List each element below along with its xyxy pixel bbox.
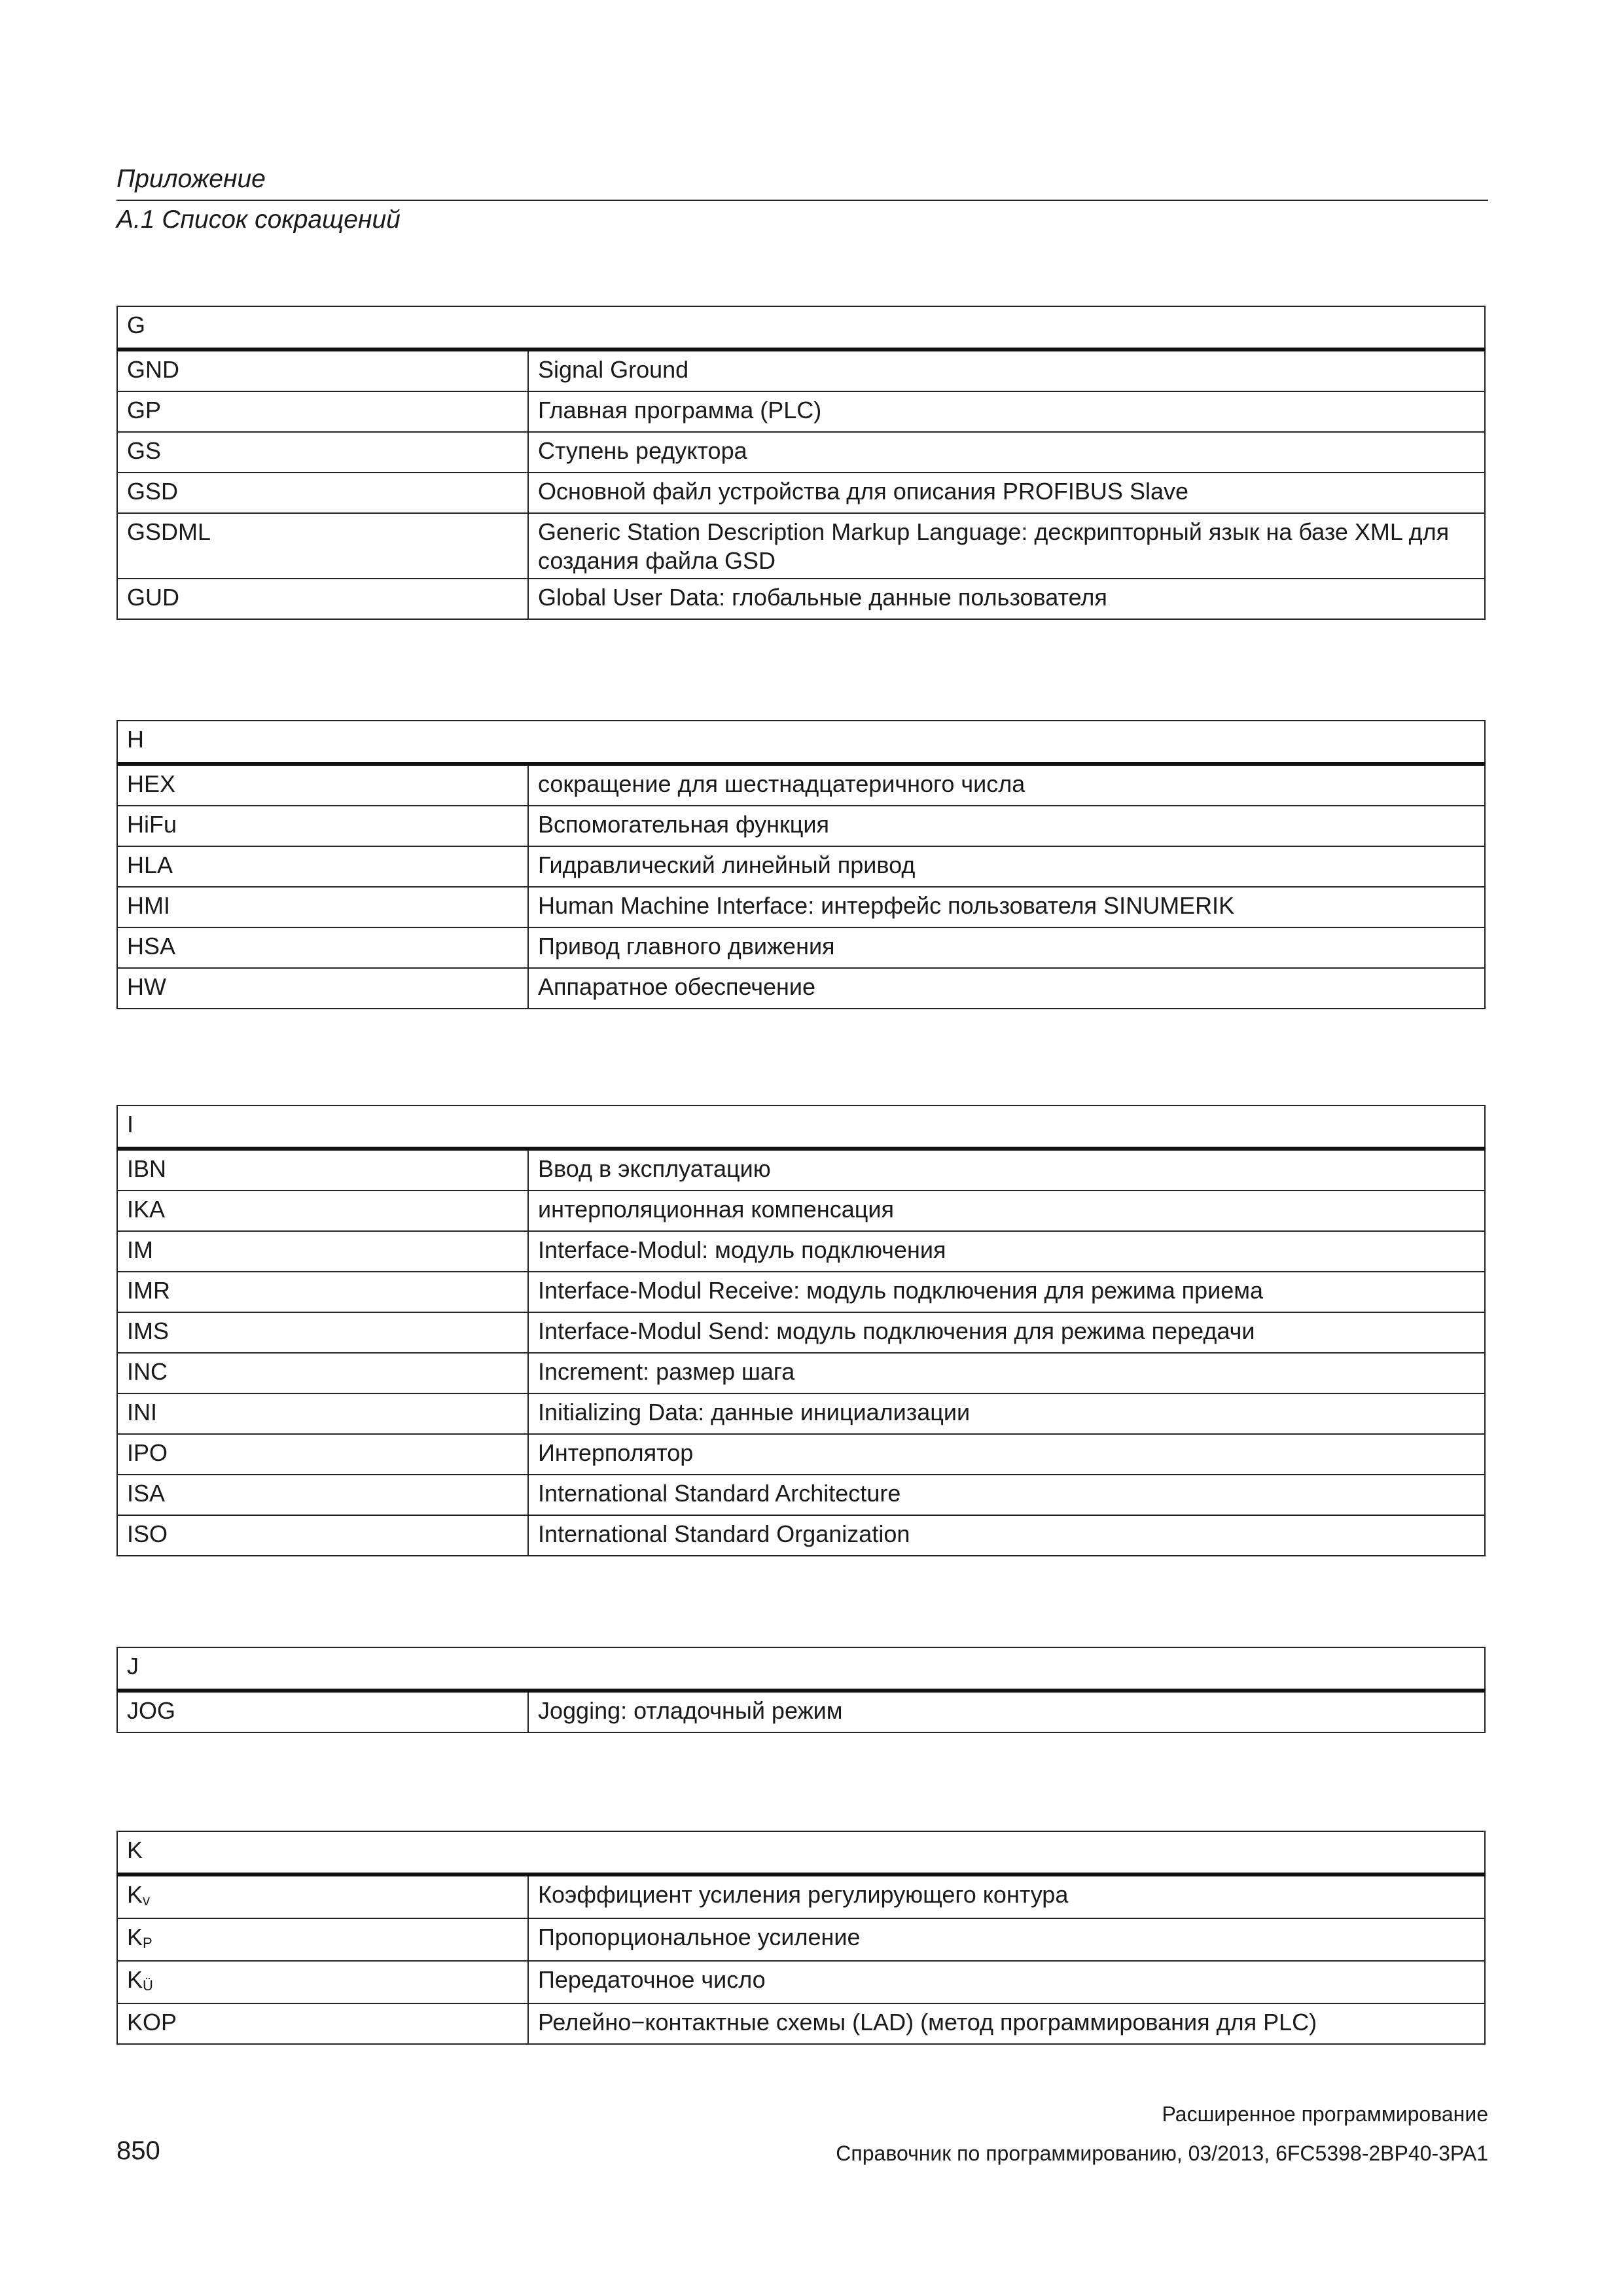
abbreviation xyxy=(117,1918,528,1961)
abbreviation: IBN xyxy=(117,1149,528,1191)
abbreviation: GSD xyxy=(117,473,528,513)
table-row xyxy=(117,1231,1485,1272)
abbreviation-table-k xyxy=(116,1831,1486,2045)
section-letter: H xyxy=(117,721,1485,764)
table-row xyxy=(117,350,1485,391)
abbreviation: GUD xyxy=(117,579,528,619)
table-row xyxy=(117,806,1485,846)
abbreviation: JOG xyxy=(117,1691,528,1732)
abbreviation-subscript: Ü xyxy=(143,1977,153,1994)
table-row xyxy=(117,968,1485,1009)
table-row xyxy=(117,764,1485,806)
table-row xyxy=(117,1191,1485,1231)
abbreviation: IMR xyxy=(117,1272,528,1312)
description: Ввод в эксплуатацию xyxy=(528,1149,1485,1191)
abbreviation: HEX xyxy=(117,764,528,806)
table-row xyxy=(117,1691,1485,1732)
description: International Standard Organization xyxy=(528,1515,1485,1556)
table-row xyxy=(117,1515,1485,1556)
description: International Standard Architecture xyxy=(528,1475,1485,1515)
table-row xyxy=(117,1434,1485,1475)
description: Generic Station Description Markup Language: дескрипторный язык на базе XML для создания файла GSD xyxy=(528,513,1485,579)
description: Главная программа (PLC) xyxy=(528,391,1485,432)
abbreviation xyxy=(117,1874,528,1918)
abbreviation: IKA xyxy=(117,1191,528,1231)
abbreviation-subscript: v xyxy=(143,1892,151,1909)
abbreviation-table-g xyxy=(116,306,1486,620)
abbreviation: HiFu xyxy=(117,806,528,846)
abbreviation xyxy=(117,1961,528,2003)
description: Signal Ground xyxy=(528,350,1485,391)
abbreviation: IM xyxy=(117,1231,528,1272)
abbreviation: KOP xyxy=(117,2003,528,2044)
description: Global User Data: глобальные данные пользователя xyxy=(528,579,1485,619)
abbreviation: HSA xyxy=(117,927,528,968)
footer-book-title: Расширенное программирование xyxy=(1162,2102,1488,2126)
footer-book-reference: Справочник по программированию, 03/2013, 6FC5398-2BP40-3PA1 xyxy=(836,2142,1488,2165)
table-row xyxy=(117,1475,1485,1515)
abbreviation-table-i xyxy=(116,1105,1486,1556)
description: Вспомогательная функция xyxy=(528,806,1485,846)
abbreviation-base: K xyxy=(127,1924,143,1950)
abbreviation: HMI xyxy=(117,887,528,927)
table-row xyxy=(117,473,1485,513)
abbreviation: INI xyxy=(117,1393,528,1434)
description: Релейно−контактные схемы (LAD) (метод программирования для PLC) xyxy=(528,2003,1485,2044)
description: интерполяционная компенсация xyxy=(528,1191,1485,1231)
table-row xyxy=(117,432,1485,473)
abbreviation: IPO xyxy=(117,1434,528,1475)
table-row xyxy=(117,2003,1485,2044)
abbreviation: ISO xyxy=(117,1515,528,1556)
description: Пропорциональное усиление xyxy=(528,1918,1485,1961)
page-number: 850 xyxy=(116,2136,160,2165)
abbreviation: INC xyxy=(117,1353,528,1393)
abbreviation: GP xyxy=(117,391,528,432)
table-row xyxy=(117,391,1485,432)
abbreviation: HLA xyxy=(117,846,528,887)
table-row xyxy=(117,1312,1485,1353)
description: сокращение для шестнадцатеричного числа xyxy=(528,764,1485,806)
chapter-title: Приложение xyxy=(116,165,266,193)
table-row xyxy=(117,1149,1485,1191)
abbreviation-table-h xyxy=(116,720,1486,1009)
abbreviation: HW xyxy=(117,968,528,1009)
table-row xyxy=(117,1353,1485,1393)
table-row xyxy=(117,1272,1485,1312)
section-subtitle: A.1 Список сокращений xyxy=(116,206,401,234)
section-letter: J xyxy=(117,1647,1485,1691)
description: Human Machine Interface: интерфейс пользователя SINUMERIK xyxy=(528,887,1485,927)
table-row xyxy=(117,1961,1485,2003)
abbreviation-base: K xyxy=(127,1966,143,1993)
abbreviation: IMS xyxy=(117,1312,528,1353)
table-row xyxy=(117,513,1485,579)
abbreviation: ISA xyxy=(117,1475,528,1515)
description: Initializing Data: данные инициализации xyxy=(528,1393,1485,1434)
description: Передаточное число xyxy=(528,1961,1485,2003)
description: Интерполятор xyxy=(528,1434,1485,1475)
section-letter: G xyxy=(117,306,1485,350)
abbreviation-subscript: P xyxy=(143,1935,152,1951)
table-row xyxy=(117,927,1485,968)
description: Коэффициент усиления регулирующего контура xyxy=(528,1874,1485,1918)
table-row xyxy=(117,1918,1485,1961)
table-row xyxy=(117,887,1485,927)
header-rule xyxy=(116,200,1488,201)
section-letter: K xyxy=(117,1831,1485,1874)
description: Привод главного движения xyxy=(528,927,1485,968)
description: Основной файл устройства для описания PROFIBUS Slave xyxy=(528,473,1485,513)
description: Interface-Modul Receive: модуль подключения для режима приема xyxy=(528,1272,1485,1312)
abbreviation-table-j xyxy=(116,1647,1486,1733)
description: Jogging: отладочный режим xyxy=(528,1691,1485,1732)
abbreviation: GS xyxy=(117,432,528,473)
abbreviation: GSDML xyxy=(117,513,528,579)
description: Interface-Modul Send: модуль подключения для режима передачи xyxy=(528,1312,1485,1353)
description: Interface-Modul: модуль подключения xyxy=(528,1231,1485,1272)
abbreviation-base: K xyxy=(127,1881,143,1908)
abbreviation: GND xyxy=(117,350,528,391)
table-row xyxy=(117,846,1485,887)
table-row xyxy=(117,579,1485,619)
table-row xyxy=(117,1393,1485,1434)
section-letter: I xyxy=(117,1105,1485,1149)
table-row xyxy=(117,1874,1485,1918)
description: Аппаратное обеспечение xyxy=(528,968,1485,1009)
description: Ступень редуктора xyxy=(528,432,1485,473)
description: Гидравлический линейный привод xyxy=(528,846,1485,887)
description: Increment: размер шага xyxy=(528,1353,1485,1393)
